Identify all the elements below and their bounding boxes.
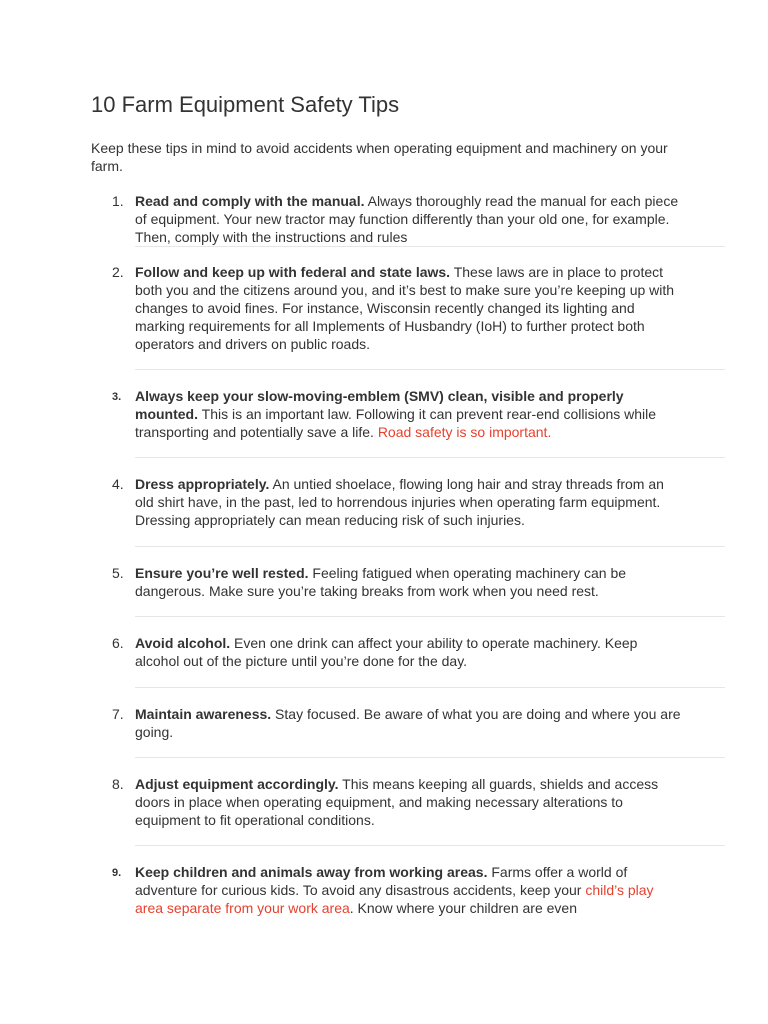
tip-body: [135, 775, 685, 829]
tip-text: This is an important law. Following it can prevent rear-end collisions while transporting and potentially save a life.: [135, 406, 657, 440]
tip-body: [135, 475, 685, 529]
list-number: 8.: [112, 776, 124, 792]
tip-lead: Adjust equipment accordingly.: [135, 776, 339, 792]
intro-paragraph: Keep these tips in mind to avoid accidents when operating equipment and machinery on your farm.: [91, 140, 668, 174]
list-item: [112, 634, 725, 670]
tip-lead: Ensure you’re well rested.: [135, 565, 309, 581]
list-number: 9.: [112, 867, 122, 879]
tip-body: [135, 705, 685, 741]
tip-lead: Dress appropriately.: [135, 476, 270, 492]
page-title: 10 Farm Equipment Safety Tips: [91, 92, 400, 117]
list-number: 1.: [112, 193, 124, 209]
tip-body: [135, 192, 685, 246]
tip-text-after: . Know where your children are even: [349, 900, 577, 916]
tip-text: This means keeping all guards, shields and access doors in place when operating equipment, and making necessary alterations to equipment to fit operational conditions.: [135, 776, 659, 828]
tip-text: Stay focused. Be aware of what you are doing and where you are going.: [135, 706, 681, 740]
divider: [135, 616, 725, 617]
tip-lead: Keep children and animals away from working areas.: [135, 864, 488, 880]
divider: [135, 457, 725, 458]
play-area-link[interactable]: child’s play area separate from your work area: [135, 882, 654, 916]
divider: [135, 845, 725, 846]
road-safety-link[interactable]: Road safety is so important.: [377, 424, 552, 440]
tip-lead: Read and comply with the manual.: [135, 193, 365, 209]
tip-body: [135, 263, 685, 353]
list-number: 7.: [112, 706, 124, 722]
list-number: 2.: [112, 264, 124, 280]
list-number: 3.: [112, 391, 122, 403]
list-item: [112, 705, 725, 741]
tip-body: [135, 863, 685, 917]
tip-text: Feeling fatigued when operating machinery can be dangerous. Make sure you’re taking breaks from work when you need rest.: [135, 565, 627, 599]
divider: [135, 246, 725, 247]
tip-text: These laws are in place to protect both you and the citizens around you, and it’s best to make sure you’re keeping up with changes to avoid fines. For instance, Wisconsin recently changed its lighting and marking requirements for all Implements of Husbandry (IoH) to further protect both operators and drivers on public roads.: [135, 264, 675, 352]
tip-text: Always thoroughly read the manual for each piece of equipment. Your new tractor may function differently than your old one, for example. Then, comply with the instructions and rules: [135, 193, 679, 245]
list-item: [112, 263, 725, 353]
tip-lead: Follow and keep up with federal and state laws.: [135, 264, 451, 280]
list-number: 4.: [112, 476, 124, 492]
list-number: 6.: [112, 635, 124, 651]
list-item: [112, 192, 725, 246]
list-item: [112, 564, 725, 600]
tip-text: Even one drink can affect your ability to operate machinery. Keep alcohol out of the picture until you’re done for the day.: [135, 635, 638, 669]
tip-body: [135, 564, 685, 600]
tip-text: An untied shoelace, flowing long hair and stray threads from an old shirt have, in the past, led to horrendous injuries when operating farm equipment. Dressing appropriately can mean reducing risk of such injuries.: [135, 476, 664, 528]
list-number: 5.: [112, 565, 124, 581]
list-item: [112, 775, 725, 829]
tip-body: [135, 634, 685, 670]
divider: [135, 757, 725, 758]
list-item: [112, 863, 725, 917]
list-item: [112, 387, 725, 441]
tip-lead: Maintain awareness.: [135, 706, 272, 722]
divider: [135, 546, 725, 547]
tip-lead: Always keep your slow-moving-emblem (SMV) clean, visible and properly mounted.: [135, 388, 624, 422]
tip-text: Farms offer a world of adventure for curious kids. To avoid any disastrous accidents, keep your: [135, 864, 628, 898]
tip-lead: Avoid alcohol.: [135, 635, 231, 651]
divider: [135, 369, 725, 370]
tip-body: [135, 387, 685, 441]
list-item: [112, 475, 725, 529]
divider: [135, 687, 725, 688]
